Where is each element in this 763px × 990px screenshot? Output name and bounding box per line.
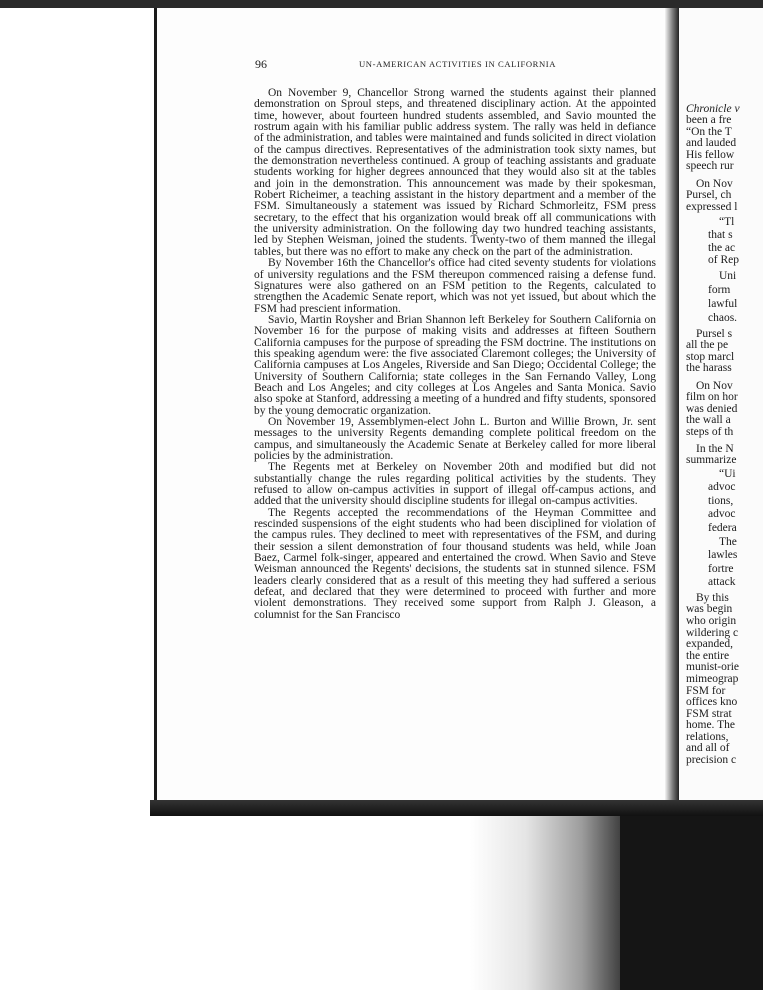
- facing-page-line: relations,: [686, 731, 729, 743]
- facing-page-line: On Nov: [696, 380, 733, 392]
- facing-page-line: the entire: [686, 650, 730, 662]
- facing-page-line: In the N: [696, 443, 734, 455]
- facing-page-line: and lauded: [686, 137, 737, 149]
- facing-page-line: Pursel s: [696, 328, 733, 340]
- facing-page-line: been a fre: [686, 114, 732, 126]
- facing-page-line: chaos.: [708, 312, 738, 324]
- page-number: 96: [255, 57, 267, 71]
- page-header: [255, 57, 665, 73]
- facing-page-line: all the pe: [686, 339, 729, 351]
- facing-page-line: The: [719, 536, 737, 548]
- facing-page-line: precision c: [686, 754, 737, 766]
- facing-page-line: who origin: [686, 615, 737, 627]
- facing-page-line: advoc: [708, 508, 736, 520]
- paragraph: On November 19, Assemblymen-elect John L. Burton and Willie Brown, Jr. sent messages to the university Regents demanding complete political freedom on the campus, and simultaneously the Academic Senate at Berkeley called for more liberal policies by the administration.: [254, 415, 656, 462]
- scanner-bed: [620, 816, 763, 990]
- facing-page-line: His fellow: [686, 149, 735, 161]
- facing-page-line: “Tl: [719, 216, 735, 228]
- facing-page-line: the wall a: [686, 414, 731, 426]
- facing-page-line: film on hor: [686, 391, 738, 403]
- facing-page-line: By this: [696, 592, 729, 604]
- facing-page-line: stop marcl: [686, 351, 735, 363]
- scanner-bed-gradient: [470, 816, 630, 990]
- facing-page-line: attack: [708, 576, 736, 588]
- facing-page-line: mimeograp: [686, 673, 739, 685]
- facing-page-line: lawful: [708, 298, 738, 310]
- facing-page-line: advoc: [708, 481, 736, 493]
- facing-page-line: lawles: [708, 549, 738, 561]
- facing-page-line: munist-orie: [686, 661, 740, 673]
- facing-page-line: of Rep: [708, 254, 739, 266]
- facing-page-line: FSM for: [686, 685, 726, 697]
- paragraph: Savio, Martin Roysher and Brian Shannon left Berkeley for Southern California on November 16 for the purpose of making visits and addresses at fifteen Southern California campuses for the purpose of spreading the FSM doctrine. The institutions on this speaking agendum were: the five associated Claremont colleges; the University of California campuses at Los Angeles, Riverside and San Diego; Occidental College; the University of Southern California; state colleges in the San Fernando Valley, Long Beach and Los Angeles; and city colleges at Los Angeles and Santa Monica. Savio also spoke at Stanford, addressing a meeting of a hundred and fifty students, sponsored by the young democratic organization.: [254, 313, 656, 417]
- facing-page-line: offices kno: [686, 696, 738, 708]
- facing-page-line: “On the T: [686, 126, 732, 138]
- facing-page-line: summarize: [686, 454, 737, 466]
- facing-page-line: steps of th: [686, 426, 734, 438]
- facing-page-line: and all of: [686, 742, 730, 754]
- left-page: [157, 8, 665, 800]
- facing-page-line: fortre: [708, 563, 734, 575]
- facing-page-line: Pursel, ch: [686, 189, 732, 201]
- book-gutter: [665, 8, 679, 803]
- paragraph: By November 16th the Chancellor's office had cited seventy students for violations of university regulations and the FSM thereupon commenced raising a defense fund. Signatures were also gathered on an FSM petition to the Regents, calculated to strengthen the Academic Senate report, which was not yet issued, but about which the FSM had prescient information.: [254, 257, 656, 315]
- facing-page-line: “Ui: [719, 468, 736, 480]
- facing-page-line: federa: [708, 522, 737, 534]
- facing-page-line: was begin: [686, 603, 733, 615]
- facing-page-line: On Nov: [696, 178, 733, 190]
- facing-page-line: that s: [708, 229, 733, 241]
- scan-top-border: [0, 0, 763, 8]
- facing-page-line: was denied: [686, 403, 738, 415]
- facing-page-line: form: [708, 284, 731, 296]
- paragraph: On November 9, Chancellor Strong warned the students against their planned demonstration on Sproul steps, and threatened disciplinary action. At the appointed time, however, about fourteen hundred students assembled, and Savio mounted the rostrum again with his familiar public address system. The rally was held in defiance of the administration, and tables were maintained and funds solicited in direct violation of the campus directives. Representatives of the administration took sixty names, but the demonstration nevertheless continued. A group of teaching assistants and graduate students working for higher degrees announced that they would also sit at the tables and join in the demonstration. This announcement was made by their spokesman, Robert Richeimer, a teaching assistant in the history department and a member of the FSM. Simultaneously a statement was issued by Richard Schmorleitz, FSM press secretary, to the effect that his organization would break off all communications with the university administration. On the following day two hundred teaching assistants, led by Stephen Weisman, joined the students. Twenty-two of them manned the illegal tables, but there was no effort to make any check on the part of the administration.: [254, 87, 656, 258]
- facing-page-line: FSM strat: [686, 708, 732, 720]
- facing-page-line: wildering c: [686, 627, 739, 639]
- facing-page-line: the ac: [708, 242, 736, 254]
- facing-page-line: home. The: [686, 719, 735, 731]
- facing-page-fragment: [679, 8, 763, 803]
- paragraph: The Regents met at Berkeley on November 20th and modified but did not substantially change the rules regarding political activities by the students. They refused to allow on-campus activities in support of illegal off-campus actions, and added that the university should discipline students for illegal on-campus activities.: [254, 461, 656, 508]
- facing-page-line: speech rur: [686, 160, 734, 172]
- facing-page-line: expanded,: [686, 638, 733, 650]
- facing-page-line: Chronicle v: [686, 103, 740, 115]
- body-text: [254, 88, 656, 621]
- page-left-edge: [154, 8, 157, 808]
- page-bottom-shadow: [150, 800, 763, 816]
- paragraph: The Regents accepted the recommendations of the Heyman Committee and rescinded suspensions of the eight students who had been disciplined for violation of the campus rules. They declined to meet with representatives of the FSM, and during their session a silent demonstration of four thousand students was held, while Joan Baez, Carmel folk-singer, appeared and entertained the crowd. When Savio and Steve Weisman announced the Regents' decisions, the students sat in stunned silence. FSM leaders clearly considered that as a result of this meeting they had suffered a serious defeat, and declared that they were determined to proceed with further and more violent demonstrations. They received some support from Ralph J. Gleason, a columnist for the San Francisco: [254, 506, 656, 621]
- facing-page-line: Uni: [719, 270, 737, 282]
- facing-page-line: the harass: [686, 362, 732, 374]
- running-head: UN-AMERICAN ACTIVITIES IN CALIFORNIA: [359, 59, 557, 69]
- facing-page-line: tions,: [708, 495, 734, 507]
- facing-page-line: expressed l: [686, 201, 738, 213]
